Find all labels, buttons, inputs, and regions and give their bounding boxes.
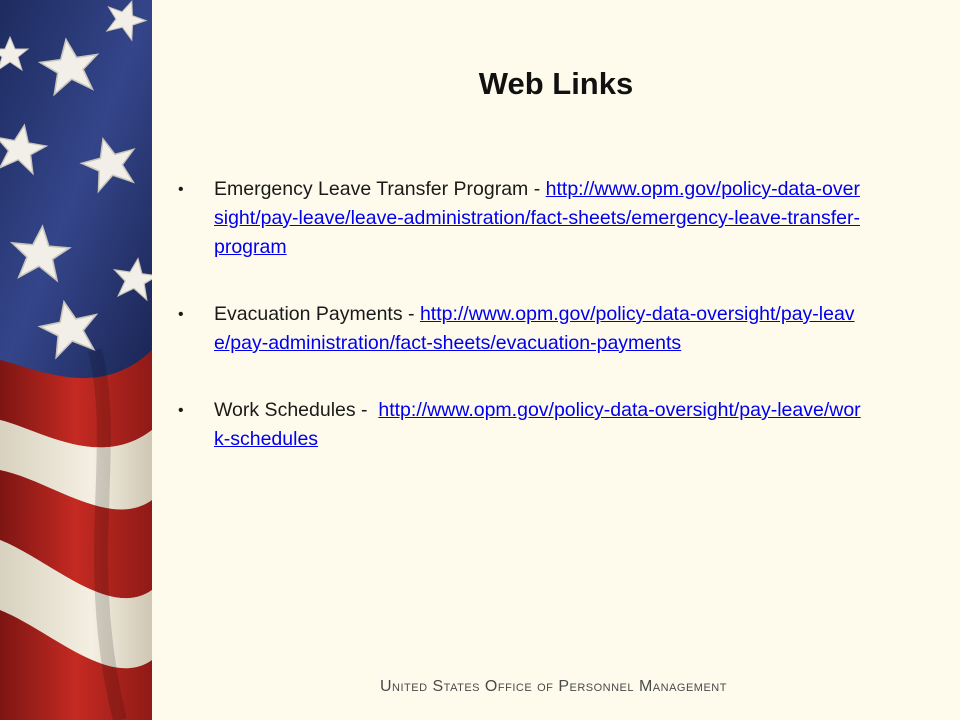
bullet-list <box>176 175 866 492</box>
bullet-prefix: Emergency Leave Transfer Program - <box>214 178 546 200</box>
bullet-dot-icon: • <box>178 402 184 419</box>
bullet-prefix: Work Schedules - <box>214 399 379 421</box>
bullet-dot-icon: • <box>178 306 184 323</box>
bullet-prefix: Evacuation Payments - <box>214 303 420 325</box>
bullet-dot-icon: • <box>178 181 184 198</box>
list-item <box>176 175 866 262</box>
footer-text: United States Office of Personnel Management <box>380 678 727 695</box>
list-item <box>176 300 866 358</box>
slide-title: Web Links <box>478 66 634 101</box>
work-schedules-link[interactable]: http://www.opm.gov/policy-data-oversight/pay-leave/work-schedules <box>214 399 861 450</box>
emergency-leave-link[interactable]: http://www.opm.gov/policy-data-oversight/pay-leave/leave-administration/fact-sheets/emergency-leave-transfer-program <box>214 178 860 258</box>
list-item <box>176 396 866 454</box>
american-flag-graphic <box>0 0 152 720</box>
evacuation-payments-link[interactable]: http://www.opm.gov/policy-data-oversight/pay-leave/pay-administration/fact-sheets/evacuation-payments <box>214 303 855 354</box>
flag-image <box>0 0 152 720</box>
